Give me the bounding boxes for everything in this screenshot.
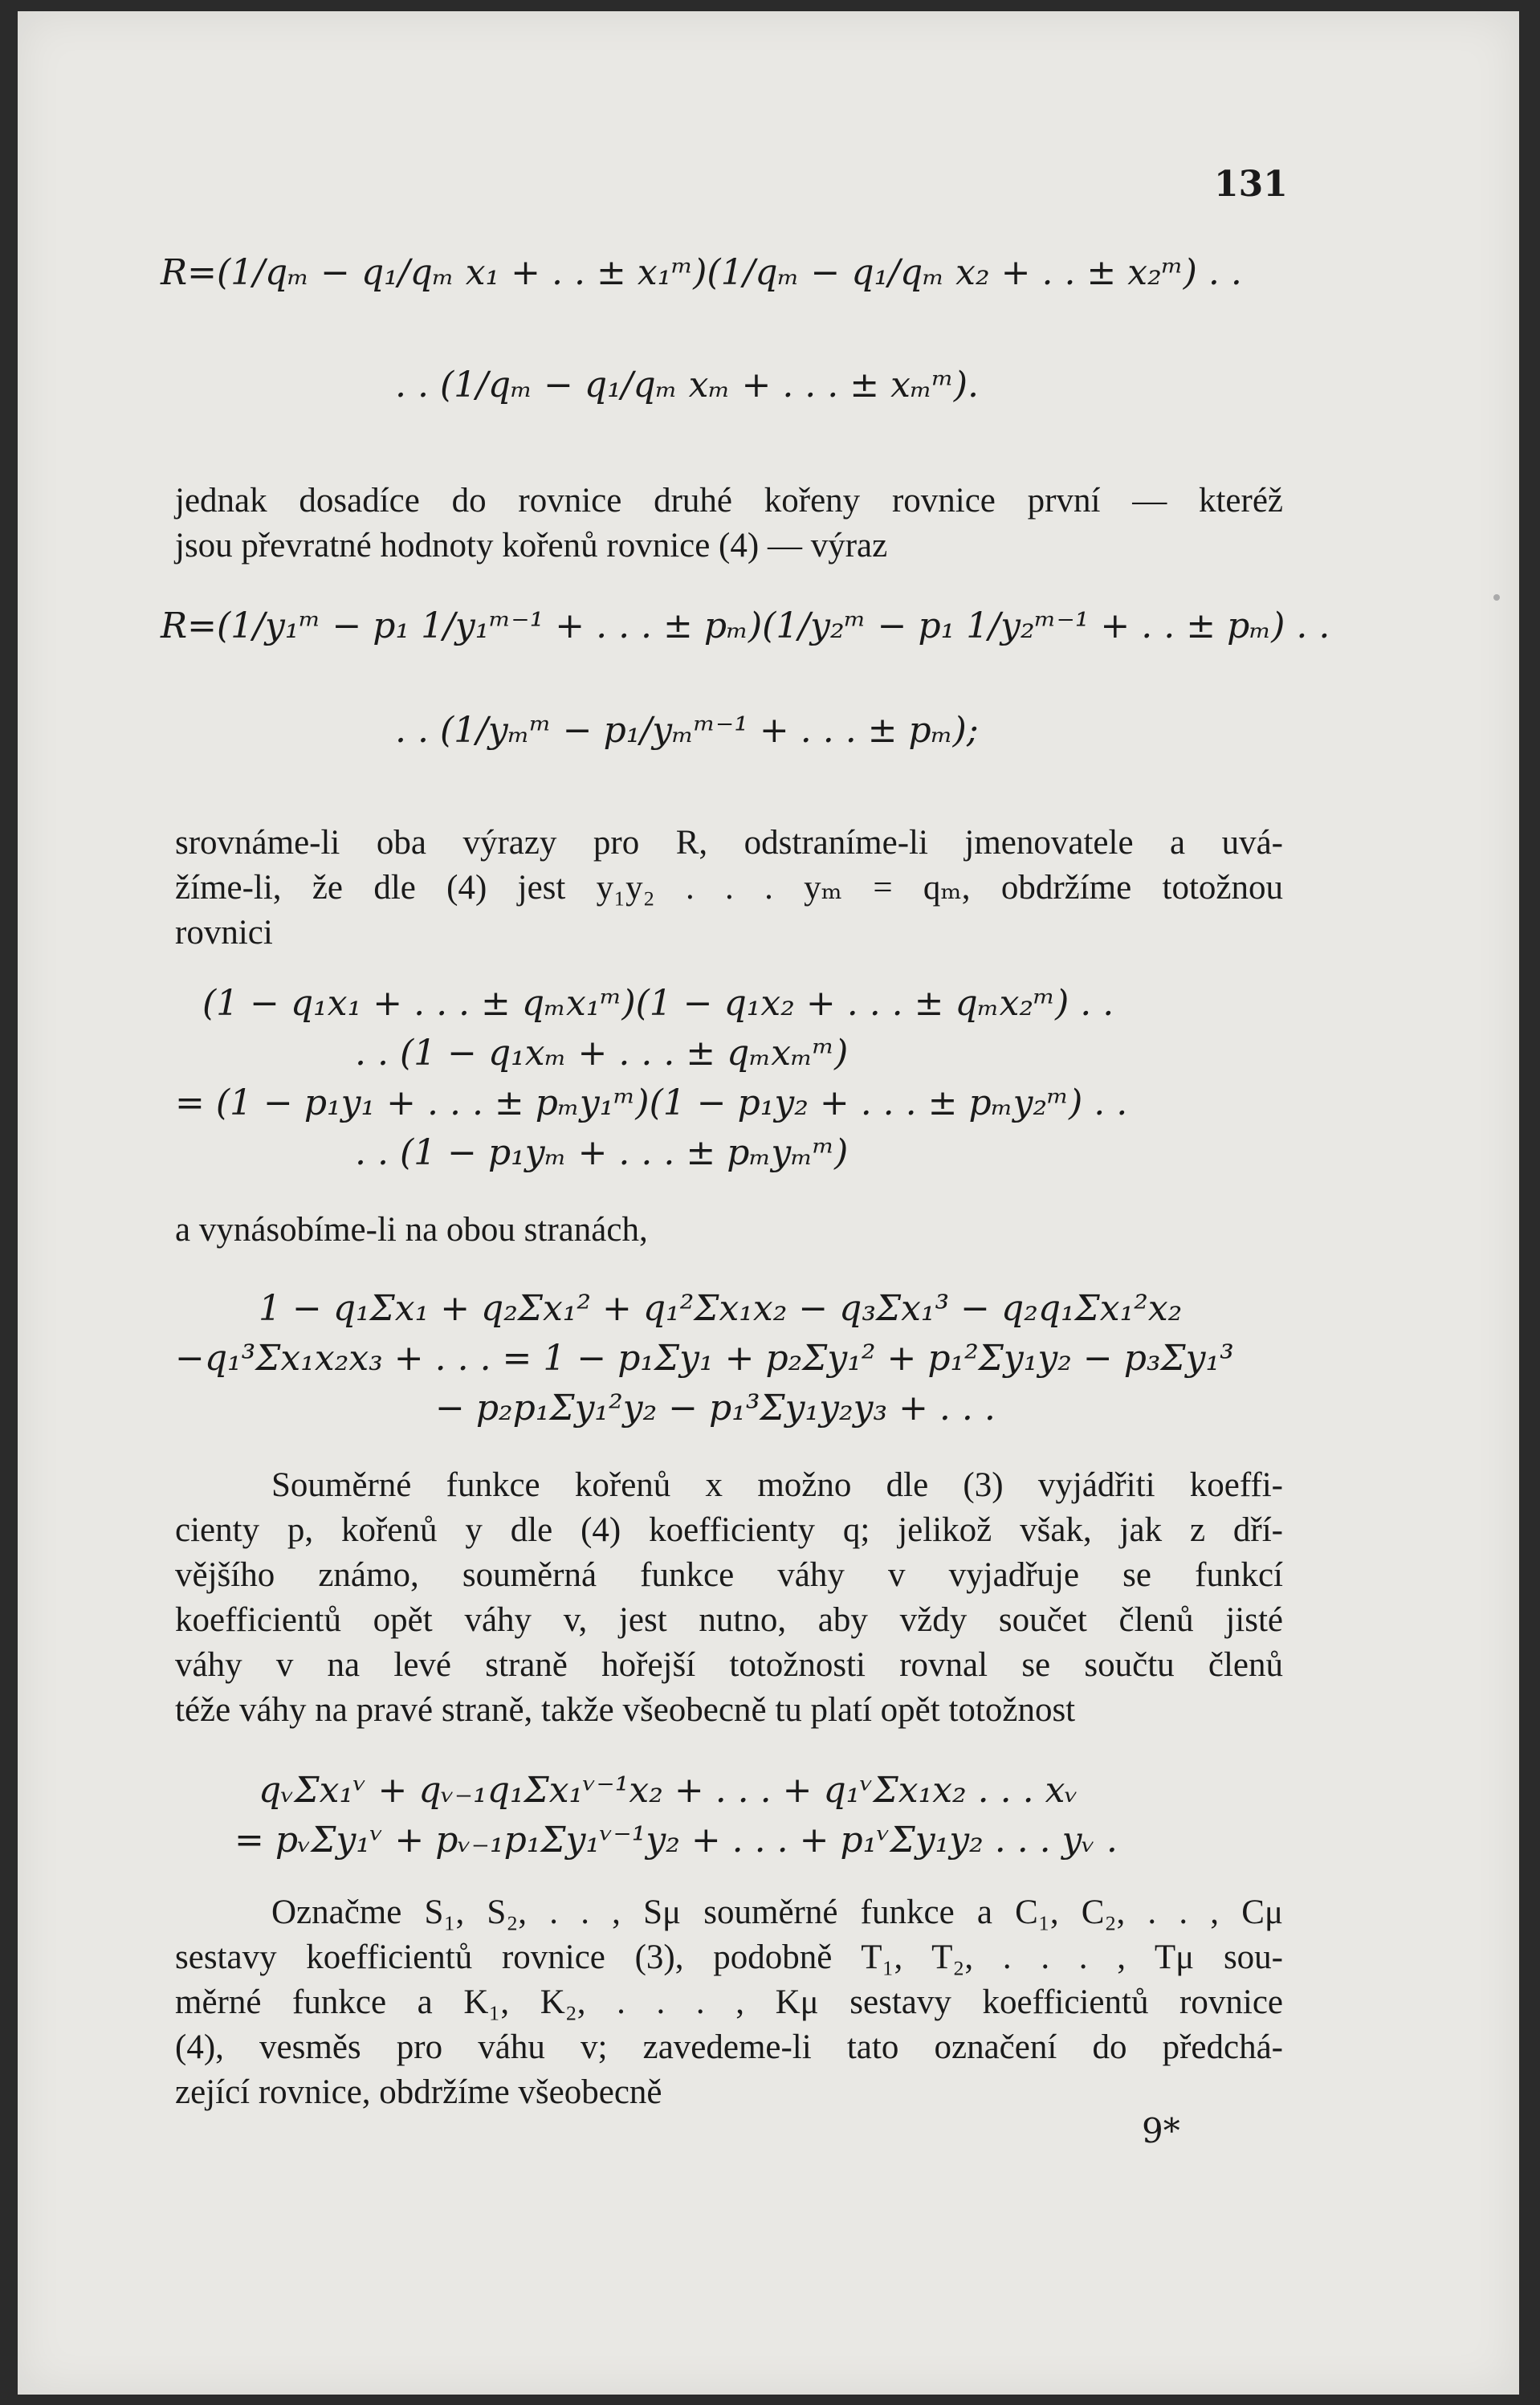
formula-2-line-2: . . (1/yₘᵐ − p₁/yₘᵐ⁻¹ + . . . ± pₘ);	[395, 710, 979, 751]
book-page	[18, 11, 1519, 2395]
page-number: 131	[1214, 164, 1288, 205]
paragraph-1	[175, 479, 1283, 569]
formula-1-line-2: . . (1/qₘ − q₁/qₘ xₘ + . . . ± xₘᵐ).	[395, 365, 980, 406]
text-line: a vynásobíme-li na obou stranách,	[175, 1211, 648, 1249]
text-line: téže váhy na pravé straně, takže všeobecně tu platí opět totožnost	[175, 1691, 1076, 1729]
text-line: koefficientů opět váhy v, jest nutno, aby vždy součet členů jisté	[175, 1601, 1283, 1639]
formula-2-line-1: R=(1/y₁ᵐ − p₁ 1/y₁ᵐ⁻¹ + . . . ± pₘ)(1/y₂ᵐ − p₁ 1/y₂ᵐ⁻¹ + . . ± pₘ) . .	[161, 605, 1330, 646]
text-line: jednak dosadíce do rovnice druhé kořeny rovnice první — kteréž	[175, 482, 1283, 520]
text-line: vějšího známo, souměrná funkce váhy v vyjadřuje se funkcí	[175, 1556, 1283, 1594]
formula-4-line-1: 1 − q₁Σx₁ + q₂Σx₁² + q₁²Σx₁x₂ − q₃Σx₁³ − q₂q₁Σx₁²x₂	[259, 1288, 1183, 1329]
paper-speck	[1493, 594, 1500, 601]
formula-3-line-3: = (1 − p₁y₁ + . . . ± pₘy₁ᵐ)(1 − p₁y₂ + . . . ± pₘy₂ᵐ) . .	[175, 1082, 1128, 1123]
paragraph-2	[175, 821, 1283, 956]
formula-3-line-1: (1 − q₁x₁ + . . . ± qₘx₁ᵐ)(1 − q₁x₂ + . . . ± qₘx₂ᵐ) . .	[202, 983, 1114, 1024]
formula-3-line-4: . . (1 − p₁yₘ + . . . ± pₘyₘᵐ)	[355, 1132, 849, 1173]
formula-5-line-1: qᵥΣx₁ᵛ + qᵥ₋₁q₁Σx₁ᵛ⁻¹x₂ + . . . + q₁ᵛΣx₁x₂ . . . xᵥ	[259, 1770, 1078, 1811]
paragraph-3	[175, 1208, 1283, 1253]
text-line: jsou převratné hodnoty kořenů rovnice (4) — výraz	[175, 527, 888, 565]
formula-1-line-1: R=(1/qₘ − q₁/qₘ x₁ + . . ± x₁ᵐ)(1/qₘ − q₁/qₘ x₂ + . . ± x₂ᵐ) . .	[161, 252, 1242, 293]
text-line: zející rovnice, obdržíme všeobecně	[175, 2073, 662, 2111]
text-line: Označme S₁, S₂, . . , Sμ souměrné funkce a C₁, C₂, . . , Cμ	[271, 1893, 1283, 1931]
text-line: srovnáme-li oba výrazy pro R, odstraníme-li jmenovatele a uvá-	[175, 824, 1283, 862]
formula-4-line-3: − p₂p₁Σy₁²y₂ − p₁³Σy₁y₂y₃ + . . .	[435, 1388, 996, 1429]
paragraph-4	[175, 1463, 1283, 1733]
formula-4-line-2: −q₁³Σx₁x₂x₃ + . . . = 1 − p₁Σy₁ + p₂Σy₁² + p₁²Σy₁y₂ − p₃Σy₁³	[175, 1338, 1234, 1379]
signature-mark: 9*	[1142, 2111, 1180, 2150]
formula-3-line-2: . . (1 − q₁xₘ + . . . ± qₘxₘᵐ)	[355, 1033, 849, 1074]
text-line: žíme-li, že dle (4) jest y₁y₂ . . . yₘ = qₘ, obdržíme totožnou	[175, 869, 1283, 907]
text-line: rovnici	[175, 914, 273, 952]
formula-5-line-2: = pᵥΣy₁ᵛ + pᵥ₋₁p₁Σy₁ᵛ⁻¹y₂ + . . . + p₁ᵛΣy₁y₂ . . . yᵥ .	[234, 1820, 1118, 1861]
text-line: váhy v na levé straně hořejší totožnosti rovnal se součtu členů	[175, 1646, 1283, 1684]
paragraph-5	[175, 1890, 1283, 2115]
text-line: sestavy koefficientů rovnice (3), podobně T₁, T₂, . . . , Tμ sou-	[175, 1938, 1283, 1976]
text-line: (4), vesměs pro váhu v; zavedeme-li tato označení do předchá-	[175, 2028, 1283, 2066]
text-line: Souměrné funkce kořenů x možno dle (3) vyjádřiti koeffi-	[271, 1466, 1283, 1504]
text-line: cienty p, kořenů y dle (4) koefficienty q; jelikož však, jak z dří-	[175, 1511, 1283, 1549]
text-line: měrné funkce a K₁, K₂, . . . , Kμ sestavy koefficientů rovnice	[175, 1983, 1283, 2021]
